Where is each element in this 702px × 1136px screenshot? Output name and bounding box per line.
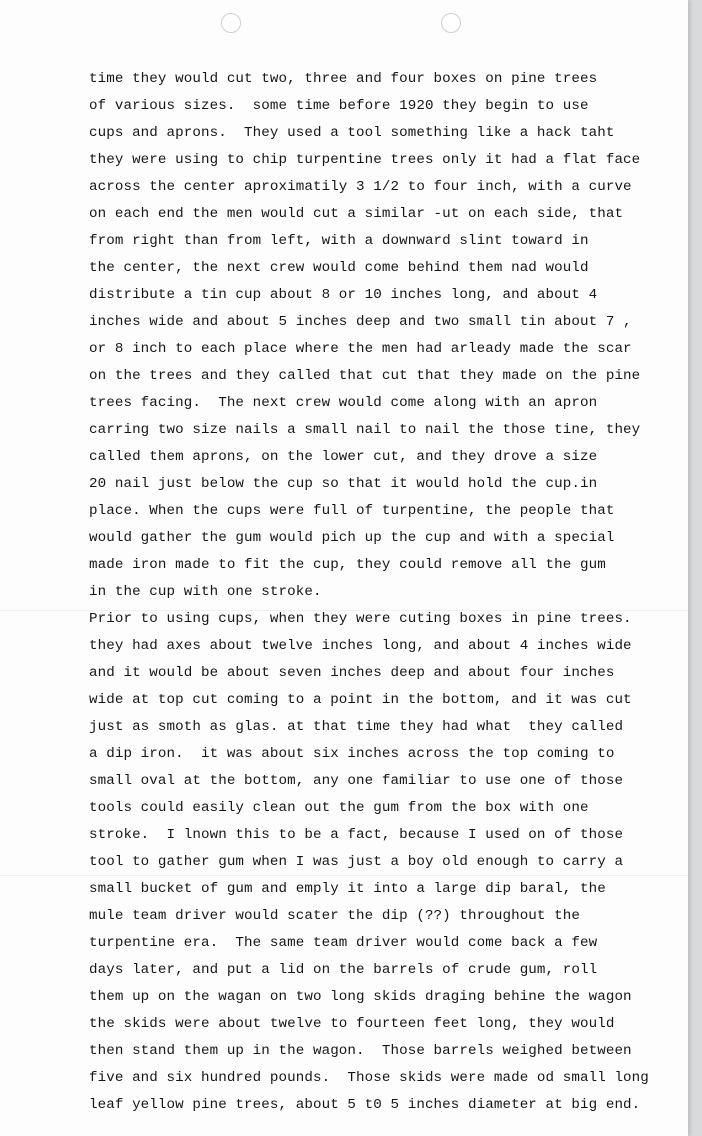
text-line: leaf yellow pine trees, about 5 t0 5 inches diameter at big end. <box>89 1097 641 1113</box>
text-line: inches wide and about 5 inches deep and two small tin about 7 , <box>89 314 632 330</box>
text-line: just as smoth as glas. at that time they had what they called <box>89 719 624 735</box>
text-line: then stand them up in the wagon. Those barrels weighed between <box>89 1043 632 1059</box>
text-line: or 8 inch to each place where the men had arleady made the scar <box>89 341 632 357</box>
text-line: on the trees and they called that cut that they made on the pine <box>89 368 641 384</box>
text-line: place. When the cups were full of turpentine, the people that <box>89 503 615 519</box>
text-line: days later, and put a lid on the barrels of crude gum, roll <box>89 962 598 978</box>
punch-hole <box>441 13 461 33</box>
text-line: tool to gather gum when I was just a boy old enough to carry a <box>89 854 624 870</box>
text-line: the skids were about twelve to fourteen feet long, they would <box>89 1016 615 1032</box>
text-line: tools could easily clean out the gum from the box with one <box>89 800 589 816</box>
punch-hole <box>221 13 241 33</box>
text-line: cups and aprons. They used a tool something like a hack taht <box>89 125 615 141</box>
typewritten-text <box>89 66 669 1119</box>
text-line: mule team driver would scater the dip (??) throughout the <box>89 908 580 924</box>
text-line: on each end the men would cut a similar -ut on each side, that <box>89 206 624 222</box>
text-line: in the cup with one stroke. <box>89 584 322 600</box>
text-line: wide at top cut coming to a point in the bottom, and it was cut <box>89 692 632 708</box>
text-line: across the center aproximatily 3 1/2 to four inch, with a curve <box>89 179 632 195</box>
text-line: they had axes about twelve inches long, and about 4 inches wide <box>89 638 632 654</box>
text-line: made iron made to fit the cup, they could remove all the gum <box>89 557 606 573</box>
text-line: Prior to using cups, when they were cuting boxes in pine trees. <box>89 611 632 627</box>
text-line: and it would be about seven inches deep and about four inches <box>89 665 615 681</box>
text-line: of various sizes. some time before 1920 they begin to use <box>89 98 589 114</box>
text-line: called them aprons, on the lower cut, and they drove a size <box>89 449 598 465</box>
text-line: five and six hundred pounds. Those skids were made od small long <box>89 1070 649 1086</box>
text-line: stroke. I lnown this to be a fact, because I used on of those <box>89 827 624 843</box>
text-line: small oval at the bottom, any one familiar to use one of those <box>89 773 624 789</box>
text-line: would gather the gum would pich up the cup and with a special <box>89 530 615 546</box>
text-line: trees facing. The next crew would come along with an apron <box>89 395 598 411</box>
text-line: small bucket of gum and emply it into a large dip baral, the <box>89 881 606 897</box>
text-line: they were using to chip turpentine trees only it had a flat face <box>89 152 641 168</box>
text-line: a dip iron. it was about six inches across the top coming to <box>89 746 615 762</box>
text-line: distribute a tin cup about 8 or 10 inches long, and about 4 <box>89 287 598 303</box>
text-line: turpentine era. The same team driver would come back a few <box>89 935 598 951</box>
text-line: them up on the wagan on two long skids draging behine the wagon <box>89 989 632 1005</box>
text-line: carring two size nails a small nail to nail the those tine, they <box>89 422 641 438</box>
text-line: from right than from left, with a downward slint toward in <box>89 233 589 249</box>
text-line: time they would cut two, three and four boxes on pine trees <box>89 71 598 87</box>
text-line: 20 nail just below the cup so that it would hold the cup.in <box>89 476 598 492</box>
text-line: the center, the next crew would come behind them nad would <box>89 260 589 276</box>
